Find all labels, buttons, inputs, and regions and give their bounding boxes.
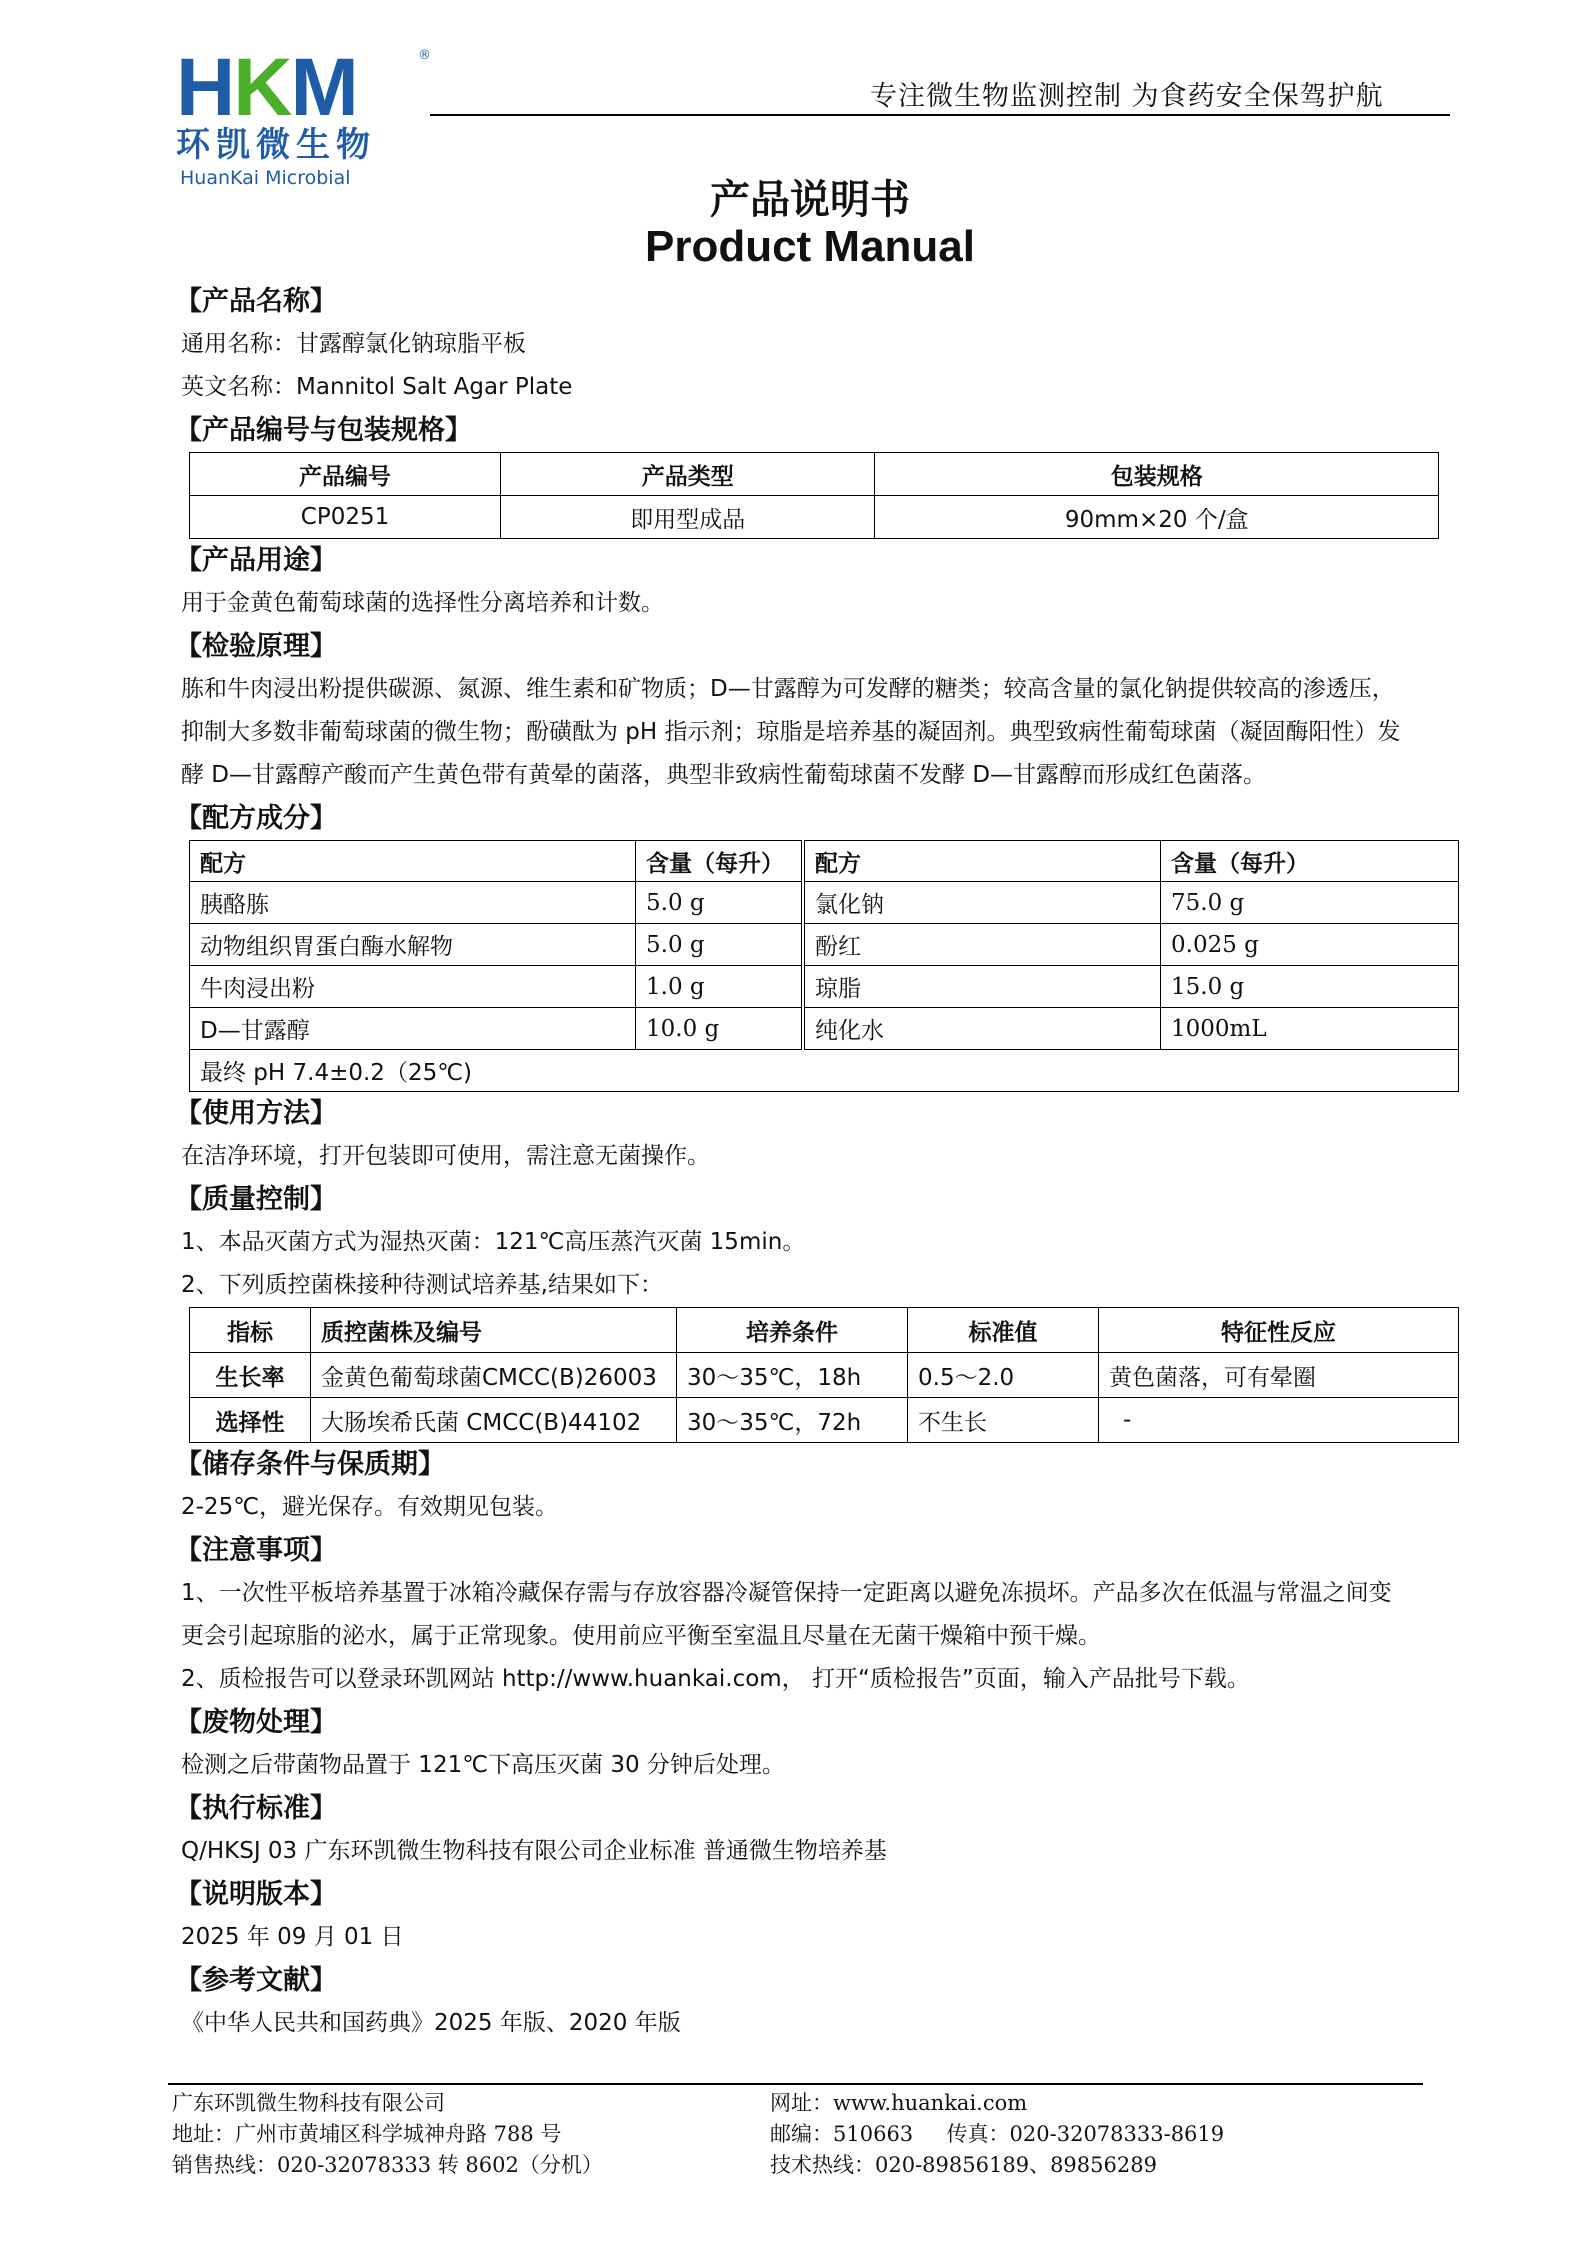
- table-cell: 90mm×20 个/盒: [875, 496, 1439, 539]
- table-header-row: [190, 453, 1439, 496]
- title-chinese: 产品说明书: [710, 177, 910, 223]
- footer-postcode-fax: 邮编：510663 传真：020-32078333-8619: [770, 2122, 1225, 2146]
- table-row: [190, 1050, 1459, 1092]
- storage-text: 2-25℃，避光保存。有效期见包装。: [181, 1494, 559, 1520]
- table-cell: 生长率: [190, 1353, 311, 1398]
- principle-line: 抑制大多数非葡萄球菌的微生物；酚磺酞为 pH 指示剂；琼脂是培养基的凝固剂。典型致病性葡萄球菌（凝固酶阳性）发: [181, 719, 1401, 745]
- footer-company: 广东环凯微生物科技有限公司: [172, 2091, 445, 2115]
- section-heading-spec: 【产品编号与包装规格】: [175, 415, 472, 446]
- footer-left: [172, 2088, 603, 2181]
- logo-registered-mark: ®: [418, 48, 431, 63]
- table-row: [190, 1353, 1459, 1398]
- table-cell: 即用型成品: [501, 496, 875, 539]
- table-cell: 0.5～2.0: [908, 1353, 1099, 1398]
- table-cell: 5.0 g: [636, 924, 804, 966]
- section-heading-method: 【使用方法】: [175, 1098, 337, 1129]
- notes-line: 更会引起琼脂的泌水，属于正常现象。使用前应平衡至室温且尽量在无菌干燥箱中预干燥。: [181, 1623, 1101, 1649]
- header-divider: [430, 114, 1450, 116]
- table-cell: 1000mL: [1161, 1008, 1459, 1050]
- table-header-cell: 产品编号: [190, 453, 501, 496]
- principle-line: 胨和牛肉浸出粉提供碳源、氮源、维生素和矿物质；D—甘露醇为可发酵的糖类；较高含量的氯化钠提供较高的渗透压，: [181, 676, 1395, 702]
- qc-line: 2、下列质控菌株接种待测试培养基,结果如下：: [181, 1272, 663, 1298]
- table-cell: 不生长: [908, 1398, 1099, 1443]
- title-english: Product Manual: [644, 222, 976, 271]
- section-heading-storage: 【储存条件与保质期】: [175, 1449, 445, 1480]
- section-heading-notes: 【注意事项】: [175, 1535, 337, 1566]
- table-cell: 氯化钠: [803, 882, 1161, 924]
- footer-divider: [168, 2083, 1423, 2085]
- company-logo: [170, 42, 440, 189]
- footer-right: [770, 2088, 1224, 2181]
- english-name: 英文名称：Mannitol Salt Agar Plate: [181, 374, 573, 400]
- logo-chinese-name: 环凯微生物: [176, 125, 376, 165]
- table-cell: 0.025 g: [1161, 924, 1459, 966]
- table-header-row: [190, 1308, 1459, 1353]
- table-cell: -: [1099, 1398, 1459, 1443]
- use-text: 用于金黄色葡萄球菌的选择性分离培养和计数。: [181, 590, 664, 616]
- table-row: [190, 1008, 1459, 1050]
- table-cell: 选择性: [190, 1398, 311, 1443]
- table-cell: 10.0 g: [636, 1008, 804, 1050]
- qc-line: 1、本品灭菌方式为湿热灭菌：121℃高压蒸汽灭菌 15min。: [181, 1229, 806, 1255]
- notes-line: 2、质检报告可以登录环凯网站 http://www.huankai.com， 打开“质检报告”页面，输入产品批号下载。: [181, 1666, 1250, 1692]
- table-header-cell: 标准值: [908, 1308, 1099, 1353]
- method-text: 在洁净环境，打开包装即可使用，需注意无菌操作。: [181, 1143, 710, 1169]
- table-cell: 金黄色葡萄球菌CMCC(B)26003: [311, 1353, 677, 1398]
- header-slogan: 专注微生物监测控制 为食药安全保驾护航: [870, 81, 1384, 112]
- section-heading-waste: 【废物处理】: [175, 1707, 337, 1738]
- table-header-cell: 含量（每升）: [1161, 841, 1459, 882]
- table-cell: D—甘露醇: [190, 1008, 636, 1050]
- table-header-cell: 配方: [803, 841, 1161, 882]
- section-heading-formula: 【配方成分】: [175, 803, 337, 834]
- section-heading-name: 【产品名称】: [175, 286, 337, 317]
- qc-table: [189, 1307, 1459, 1443]
- table-cell: 胰酪胨: [190, 882, 636, 924]
- section-heading-version: 【说明版本】: [175, 1879, 337, 1910]
- table-cell: 15.0 g: [1161, 966, 1459, 1008]
- table-header-cell: 特征性反应: [1099, 1308, 1459, 1353]
- table-header-cell: 产品类型: [501, 453, 875, 496]
- table-row: [190, 882, 1459, 924]
- table-cell: 牛肉浸出粉: [190, 966, 636, 1008]
- table-row: [190, 924, 1459, 966]
- reference-text: 《中华人民共和国药典》2025 年版、2020 年版: [181, 2010, 681, 2036]
- footer-address: 地址：广州市黄埔区科学城神舟路 788 号: [172, 2122, 562, 2146]
- table-cell: 琼脂: [803, 966, 1161, 1008]
- table-header-cell: 培养条件: [677, 1308, 908, 1353]
- table-row: [190, 966, 1459, 1008]
- notes-line: 1、一次性平板培养基置于冰箱冷藏保存需与存放容器冷凝管保持一定距离以避免冻损坏。产品多次在低温与常温之间变: [181, 1580, 1392, 1606]
- version-text: 2025 年 09 月 01 日: [181, 1924, 404, 1950]
- table-cell: 纯化水: [803, 1008, 1161, 1050]
- table-cell: 大肠埃希氏菌 CMCC(B)44102: [311, 1398, 677, 1443]
- table-cell: 30～35℃，72h: [677, 1398, 908, 1443]
- principle-line: 酵 D—甘露醇产酸而产生黄色带有黄晕的菌落，典型非致病性葡萄球菌不发酵 D—甘露醇而形成红色菌落。: [181, 762, 1267, 788]
- section-heading-use: 【产品用途】: [175, 545, 337, 576]
- section-heading-qc: 【质量控制】: [175, 1184, 337, 1215]
- manual-content: [175, 280, 1465, 2045]
- common-name: 通用名称：甘露醇氯化钠琼脂平板: [181, 331, 526, 357]
- footer-website[interactable]: 网址：www.huankai.com: [770, 2091, 1028, 2115]
- table-row: [190, 1398, 1459, 1443]
- table-header-cell: 配方: [190, 841, 636, 882]
- table-cell: 1.0 g: [636, 966, 804, 1008]
- table-cell: 酚红: [803, 924, 1161, 966]
- spec-table: [189, 452, 1439, 539]
- section-heading-reference: 【参考文献】: [175, 1965, 337, 1996]
- table-header-cell: 含量（每升）: [636, 841, 804, 882]
- table-cell: 30～35℃，18h: [677, 1353, 908, 1398]
- footer-sales: 销售热线：020-32078333 转 8602（分机）: [172, 2153, 603, 2177]
- standard-text: Q/HKSJ 03 广东环凯微生物科技有限公司企业标准 普通微生物培养基: [181, 1838, 887, 1864]
- table-header-cell: 质控菌株及编号: [311, 1308, 677, 1353]
- table-header-cell: 包装规格: [875, 453, 1439, 496]
- table-cell: 75.0 g: [1161, 882, 1459, 924]
- waste-text: 检测之后带菌物品置于 121℃下高压灭菌 30 分钟后处理。: [181, 1752, 785, 1778]
- logo-mark: HKM: [176, 42, 357, 133]
- table-cell: 动物组织胃蛋白酶水解物: [190, 924, 636, 966]
- formula-table: [189, 840, 1459, 1092]
- ph-cell: 最终 pH 7.4±0.2（25℃): [190, 1050, 1459, 1092]
- table-cell: 黄色菌落，可有晕圈: [1099, 1353, 1459, 1398]
- table-row: [190, 496, 1439, 539]
- table-cell: CP0251: [190, 496, 501, 539]
- section-heading-principle: 【检验原理】: [175, 631, 337, 662]
- table-header-cell: 指标: [190, 1308, 311, 1353]
- table-header-row: [190, 841, 1459, 882]
- section-heading-standard: 【执行标准】: [175, 1793, 337, 1824]
- footer-tech: 技术热线：020-89856189、89856289: [770, 2153, 1157, 2177]
- logo-english-name: HuanKai Microbial: [180, 167, 351, 189]
- table-cell: 5.0 g: [636, 882, 804, 924]
